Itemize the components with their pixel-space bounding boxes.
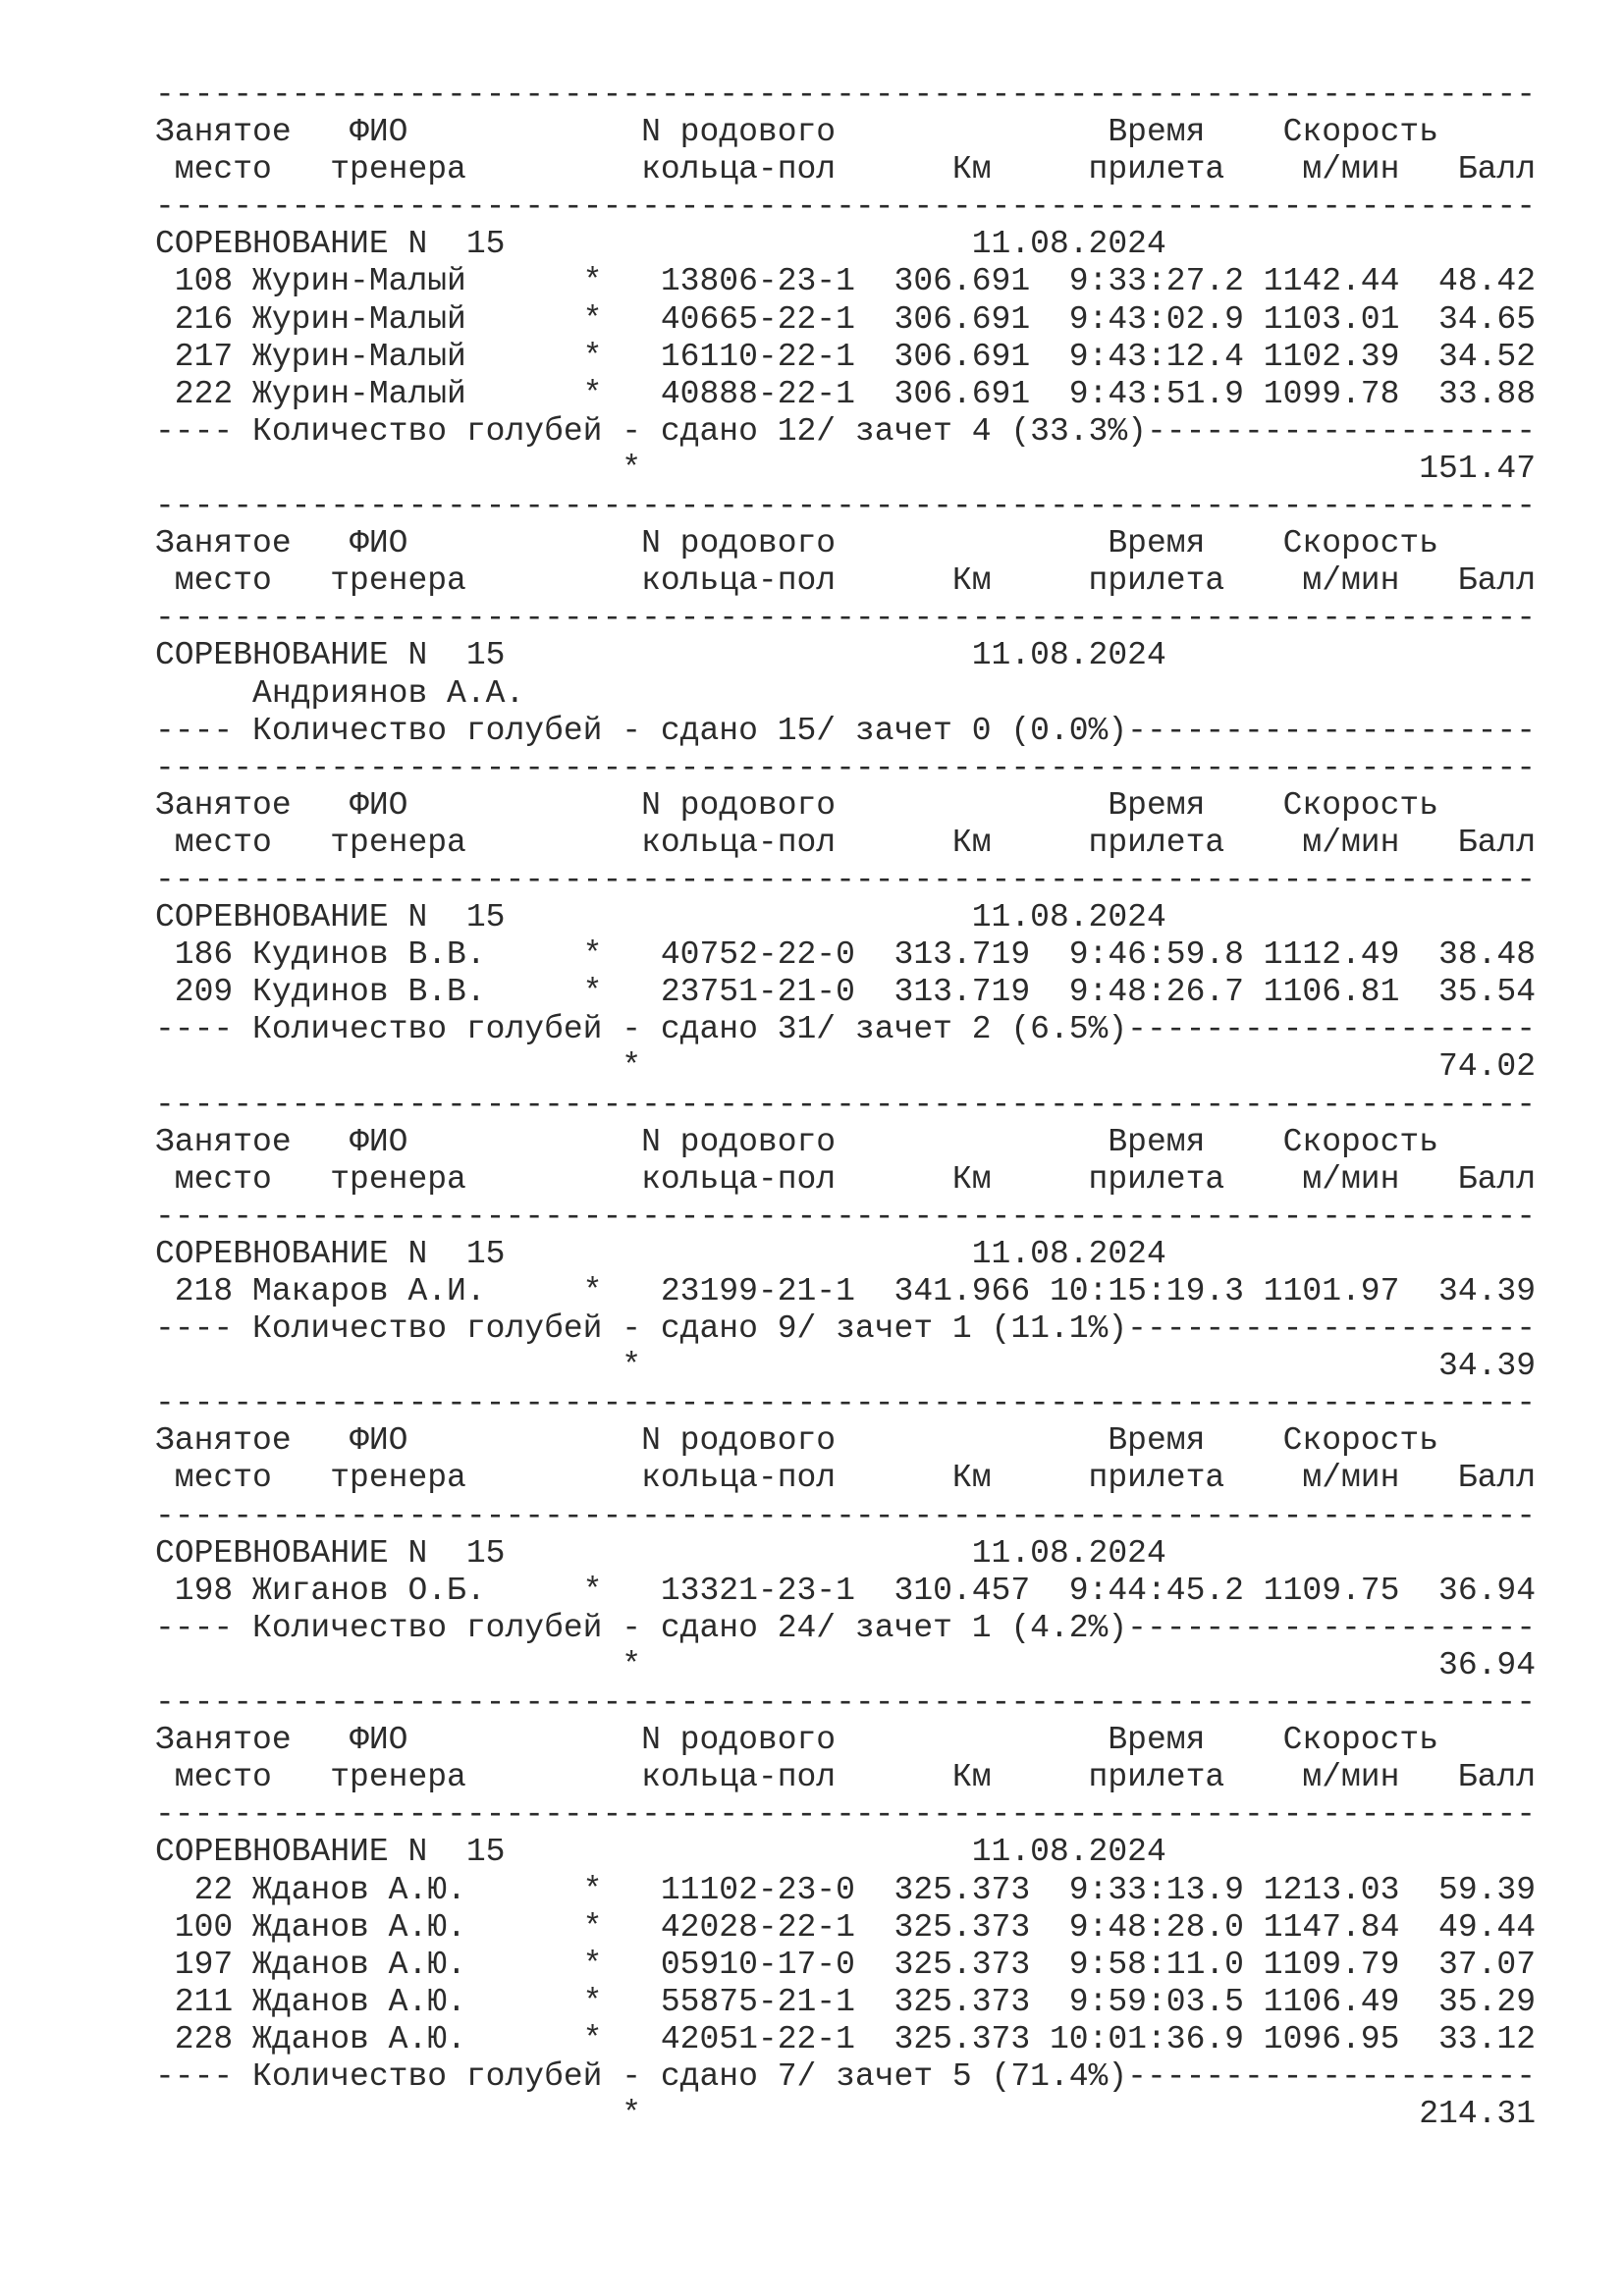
summary-line: ---- Количество голубей - сдано 24/ зачет 1 (4.2%)--------------------- — [155, 1609, 1537, 1646]
column-header-line-1: Занятое ФИО N родового Время Скорость — [155, 114, 1439, 151]
competition-title: СОРЕВНОВАНИЕ N 15 11.08.2024 — [155, 899, 1166, 936]
divider: ----------------------------------------------------------------------- — [155, 1497, 1537, 1534]
result-row: 186 Кудинов В.В. * 40752-22-0 313.719 9:46:59.8 1112.49 38.48 — [155, 936, 1537, 974]
divider: ----------------------------------------------------------------------- — [155, 1684, 1537, 1722]
column-header-line-2: место тренера кольца-пол Км прилета м/мин Балл — [155, 1160, 1537, 1198]
column-header-line-2: место тренера кольца-пол Км прилета м/мин Балл — [155, 1759, 1537, 1796]
column-header-line-1: Занятое ФИО N родового Время Скорость — [155, 1422, 1439, 1460]
result-row: 197 Жданов А.Ю. * 05910-17-0 325.373 9:58:11.0 1109.79 37.07 — [155, 1946, 1537, 1983]
result-row: 217 Журин-Малый * 16110-22-1 306.691 9:43:12.4 1102.39 34.52 — [155, 338, 1537, 375]
group-total: * 74.02 — [155, 1048, 1537, 1086]
result-row: 211 Жданов А.Ю. * 55875-21-1 325.373 9:59:03.5 1106.49 35.29 — [155, 1983, 1537, 2020]
competition-title: СОРЕВНОВАНИЕ N 15 11.08.2024 — [155, 1834, 1166, 1871]
divider: ----------------------------------------------------------------------- — [155, 861, 1537, 898]
divider: ----------------------------------------------------------------------- — [155, 1385, 1537, 1422]
column-header-line-1: Занятое ФИО N родового Время Скорость — [155, 525, 1439, 562]
result-row: 108 Журин-Малый * 13806-23-1 306.691 9:33:27.2 1142.44 48.42 — [155, 263, 1537, 300]
column-header-line-1: Занятое ФИО N родового Время Скорость — [155, 786, 1439, 824]
competition-title: СОРЕВНОВАНИЕ N 15 11.08.2024 — [155, 637, 1166, 674]
column-header-line-2: место тренера кольца-пол Км прилета м/мин Балл — [155, 1460, 1537, 1497]
summary-line: ---- Количество голубей - сдано 12/ зачет 4 (33.3%)-------------------- — [155, 412, 1537, 450]
result-row: 100 Жданов А.Ю. * 42028-22-1 325.373 9:48:28.0 1147.84 49.44 — [155, 1908, 1537, 1946]
summary-line: ---- Количество голубей - сдано 7/ зачет 5 (71.4%)--------------------- — [155, 2057, 1537, 2095]
column-header-line-2: место тренера кольца-пол Км прилета м/мин Балл — [155, 562, 1537, 600]
column-header-line-2: место тренера кольца-пол Км прилета м/мин Балл — [155, 824, 1537, 861]
group-total: * 36.94 — [155, 1646, 1537, 1683]
result-row: 22 Жданов А.Ю. * 11102-23-0 325.373 9:33:13.9 1213.03 59.39 — [155, 1871, 1537, 1908]
result-row: 209 Кудинов В.В. * 23751-21-0 313.719 9:48:26.7 1106.81 35.54 — [155, 974, 1537, 1011]
result-row: 228 Жданов А.Ю. * 42051-22-1 325.373 10:01:36.9 1096.95 33.12 — [155, 2020, 1537, 2057]
results-report — [155, 77, 1536, 2133]
result-row: 216 Журин-Малый * 40665-22-1 306.691 9:43:02.9 1103.01 34.65 — [155, 300, 1537, 338]
trainer-name: Андриянов А.А. — [155, 674, 525, 712]
column-header-line-1: Занятое ФИО N родового Время Скорость — [155, 1123, 1439, 1160]
column-header-line-1: Занятое ФИО N родового Время Скорость — [155, 1722, 1439, 1759]
result-row: 218 Макаров А.И. * 23199-21-1 341.966 10:15:19.3 1101.97 34.39 — [155, 1273, 1537, 1309]
summary-line: ---- Количество голубей - сдано 15/ зачет 0 (0.0%)--------------------- — [155, 712, 1537, 749]
divider: ----------------------------------------------------------------------- — [155, 77, 1537, 113]
result-row: 222 Журин-Малый * 40888-22-1 306.691 9:43:51.9 1099.78 33.88 — [155, 375, 1537, 412]
column-header-line-2: место тренера кольца-пол Км прилета м/мин Балл — [155, 151, 1537, 188]
competition-title: СОРЕВНОВАНИЕ N 15 11.08.2024 — [155, 226, 1166, 263]
summary-line: ---- Количество голубей - сдано 31/ зачет 2 (6.5%)--------------------- — [155, 1011, 1537, 1048]
group-total: * 214.31 — [155, 2096, 1537, 2133]
competition-title: СОРЕВНОВАНИЕ N 15 11.08.2024 — [155, 1534, 1166, 1572]
summary-line: ---- Количество голубей - сдано 9/ зачет 1 (11.1%)--------------------- — [155, 1310, 1537, 1348]
divider: ----------------------------------------------------------------------- — [155, 1198, 1537, 1235]
group-total: * 34.39 — [155, 1348, 1537, 1385]
divider: ----------------------------------------------------------------------- — [155, 488, 1537, 525]
competition-title: СОРЕВНОВАНИЕ N 15 11.08.2024 — [155, 1235, 1166, 1272]
divider: ----------------------------------------------------------------------- — [155, 1086, 1537, 1123]
divider: ----------------------------------------------------------------------- — [155, 749, 1537, 786]
group-total: * 151.47 — [155, 450, 1537, 487]
divider: ----------------------------------------------------------------------- — [155, 1796, 1537, 1834]
divider: ----------------------------------------------------------------------- — [155, 600, 1537, 637]
result-row: 198 Жиганов О.Б. * 13321-23-1 310.457 9:44:45.2 1109.75 36.94 — [155, 1572, 1537, 1609]
divider: ----------------------------------------------------------------------- — [155, 188, 1537, 226]
